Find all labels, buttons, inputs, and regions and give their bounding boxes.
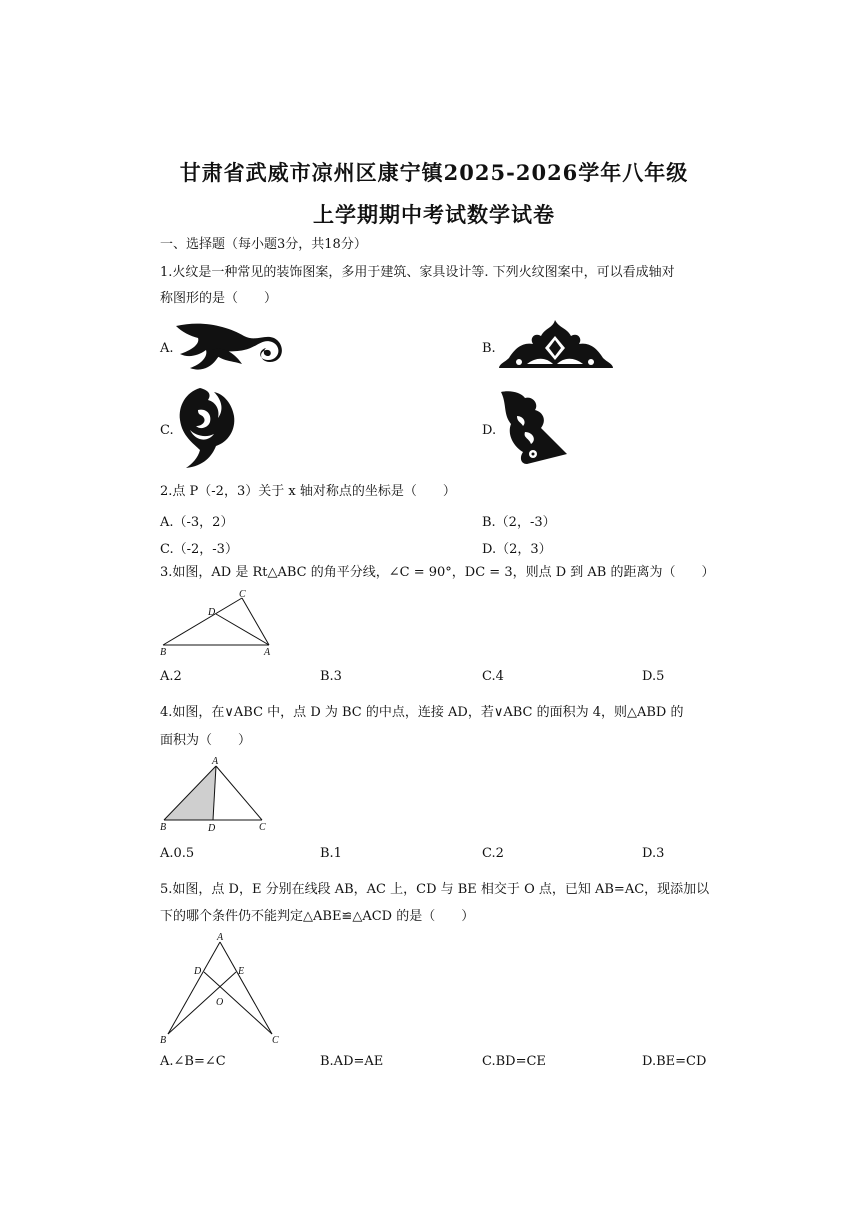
q4-stem-line2: 面积为（ ） — [160, 733, 252, 748]
q4-label-a: A — [212, 756, 219, 767]
exam-title-line1: 甘肃省武威市凉州区康宁镇2025-2026学年八年级 — [179, 160, 689, 185]
q4-option-c: C.2 — [482, 846, 504, 861]
q1-option-c: C. — [160, 423, 174, 438]
section-heading: 一、选择题（每小题3分，共18分） — [160, 237, 367, 252]
q1-stem-line2: 称图形的是（ ） — [160, 291, 278, 306]
q3-option-b: B.3 — [320, 669, 342, 684]
q3-option-a: A.2 — [160, 669, 182, 684]
q1-option-d: D. — [482, 423, 497, 438]
q1-stem-line1: 1.火纹是一种常见的装饰图案，多用于建筑、家具设计等. 下列火纹图案中，可以看成轴对 — [160, 265, 675, 280]
q5-label-o: O — [216, 997, 224, 1008]
q5-option-b: B.AD=AE — [320, 1054, 384, 1069]
q3-label-a: A — [264, 647, 271, 658]
q3-label-d: D — [208, 607, 216, 618]
q4-label-d: D — [208, 823, 216, 834]
q1-option-b: B. — [482, 341, 496, 356]
q5-label-b: B — [160, 1035, 167, 1046]
q5-stem-line2: 下的哪个条件仍不能判定△ABE≌△ACD 的是（ ） — [160, 909, 475, 924]
q3-stem: 3.如图，AD 是 Rt△ABC 的角平分线，∠C = 90°，DC = 3，则点 D 到 AB 的距离为（ ） — [160, 565, 715, 580]
q4-stem-line1: 4.如图，在∨ABC 中，点 D 为 BC 的中点，连接 AD，若∨ABC 的面积为 4，则△ABD 的 — [160, 705, 684, 720]
q3-label-b: B — [160, 647, 167, 658]
exam-title-line2: 上学期期中考试数学试卷 — [313, 202, 555, 227]
q3-triangle-figure — [158, 588, 278, 658]
q4-option-a: A.0.5 — [160, 846, 195, 861]
q1-fire-pattern-a-image — [172, 320, 287, 375]
q5-label-a: A — [217, 932, 224, 943]
q2-option-a: A.（-3，2） — [160, 515, 234, 530]
q5-label-d: D — [194, 966, 202, 977]
q1-fire-pattern-c-image — [176, 386, 238, 470]
q5-triangle-figure — [156, 930, 286, 1048]
q5-label-e: E — [238, 966, 245, 977]
q1-option-a: A. — [160, 341, 174, 356]
q3-option-c: C.4 — [482, 669, 504, 684]
q5-option-a: A.∠B=∠C — [160, 1054, 226, 1069]
q2-option-c: C.（-2，-3） — [160, 542, 238, 557]
q5-option-d: D.BE=CD — [642, 1054, 707, 1069]
q2-stem: 2.点 P（-2，3）关于 x 轴对称点的坐标是（ ） — [160, 484, 456, 499]
q3-option-d: D.5 — [642, 669, 665, 684]
q1-fire-pattern-b-image — [497, 318, 614, 374]
q2-option-b: B.（2，-3） — [482, 515, 556, 530]
q4-label-c: C — [259, 822, 266, 833]
q1-fire-pattern-d-image — [497, 390, 569, 466]
q4-triangle-figure — [158, 756, 278, 836]
q4-option-b: B.1 — [320, 846, 342, 861]
q4-option-d: D.3 — [642, 846, 665, 861]
q5-option-c: C.BD=CE — [482, 1054, 546, 1069]
q2-option-d: D.（2，3） — [482, 542, 552, 557]
q3-label-c: C — [239, 589, 246, 600]
q4-label-b: B — [160, 822, 167, 833]
q5-label-c: C — [272, 1035, 279, 1046]
q5-stem-line1: 5.如图，点 D，E 分别在线段 AB，AC 上，CD 与 BE 相交于 O 点，已知 AB=AC，现添加以 — [160, 882, 710, 897]
